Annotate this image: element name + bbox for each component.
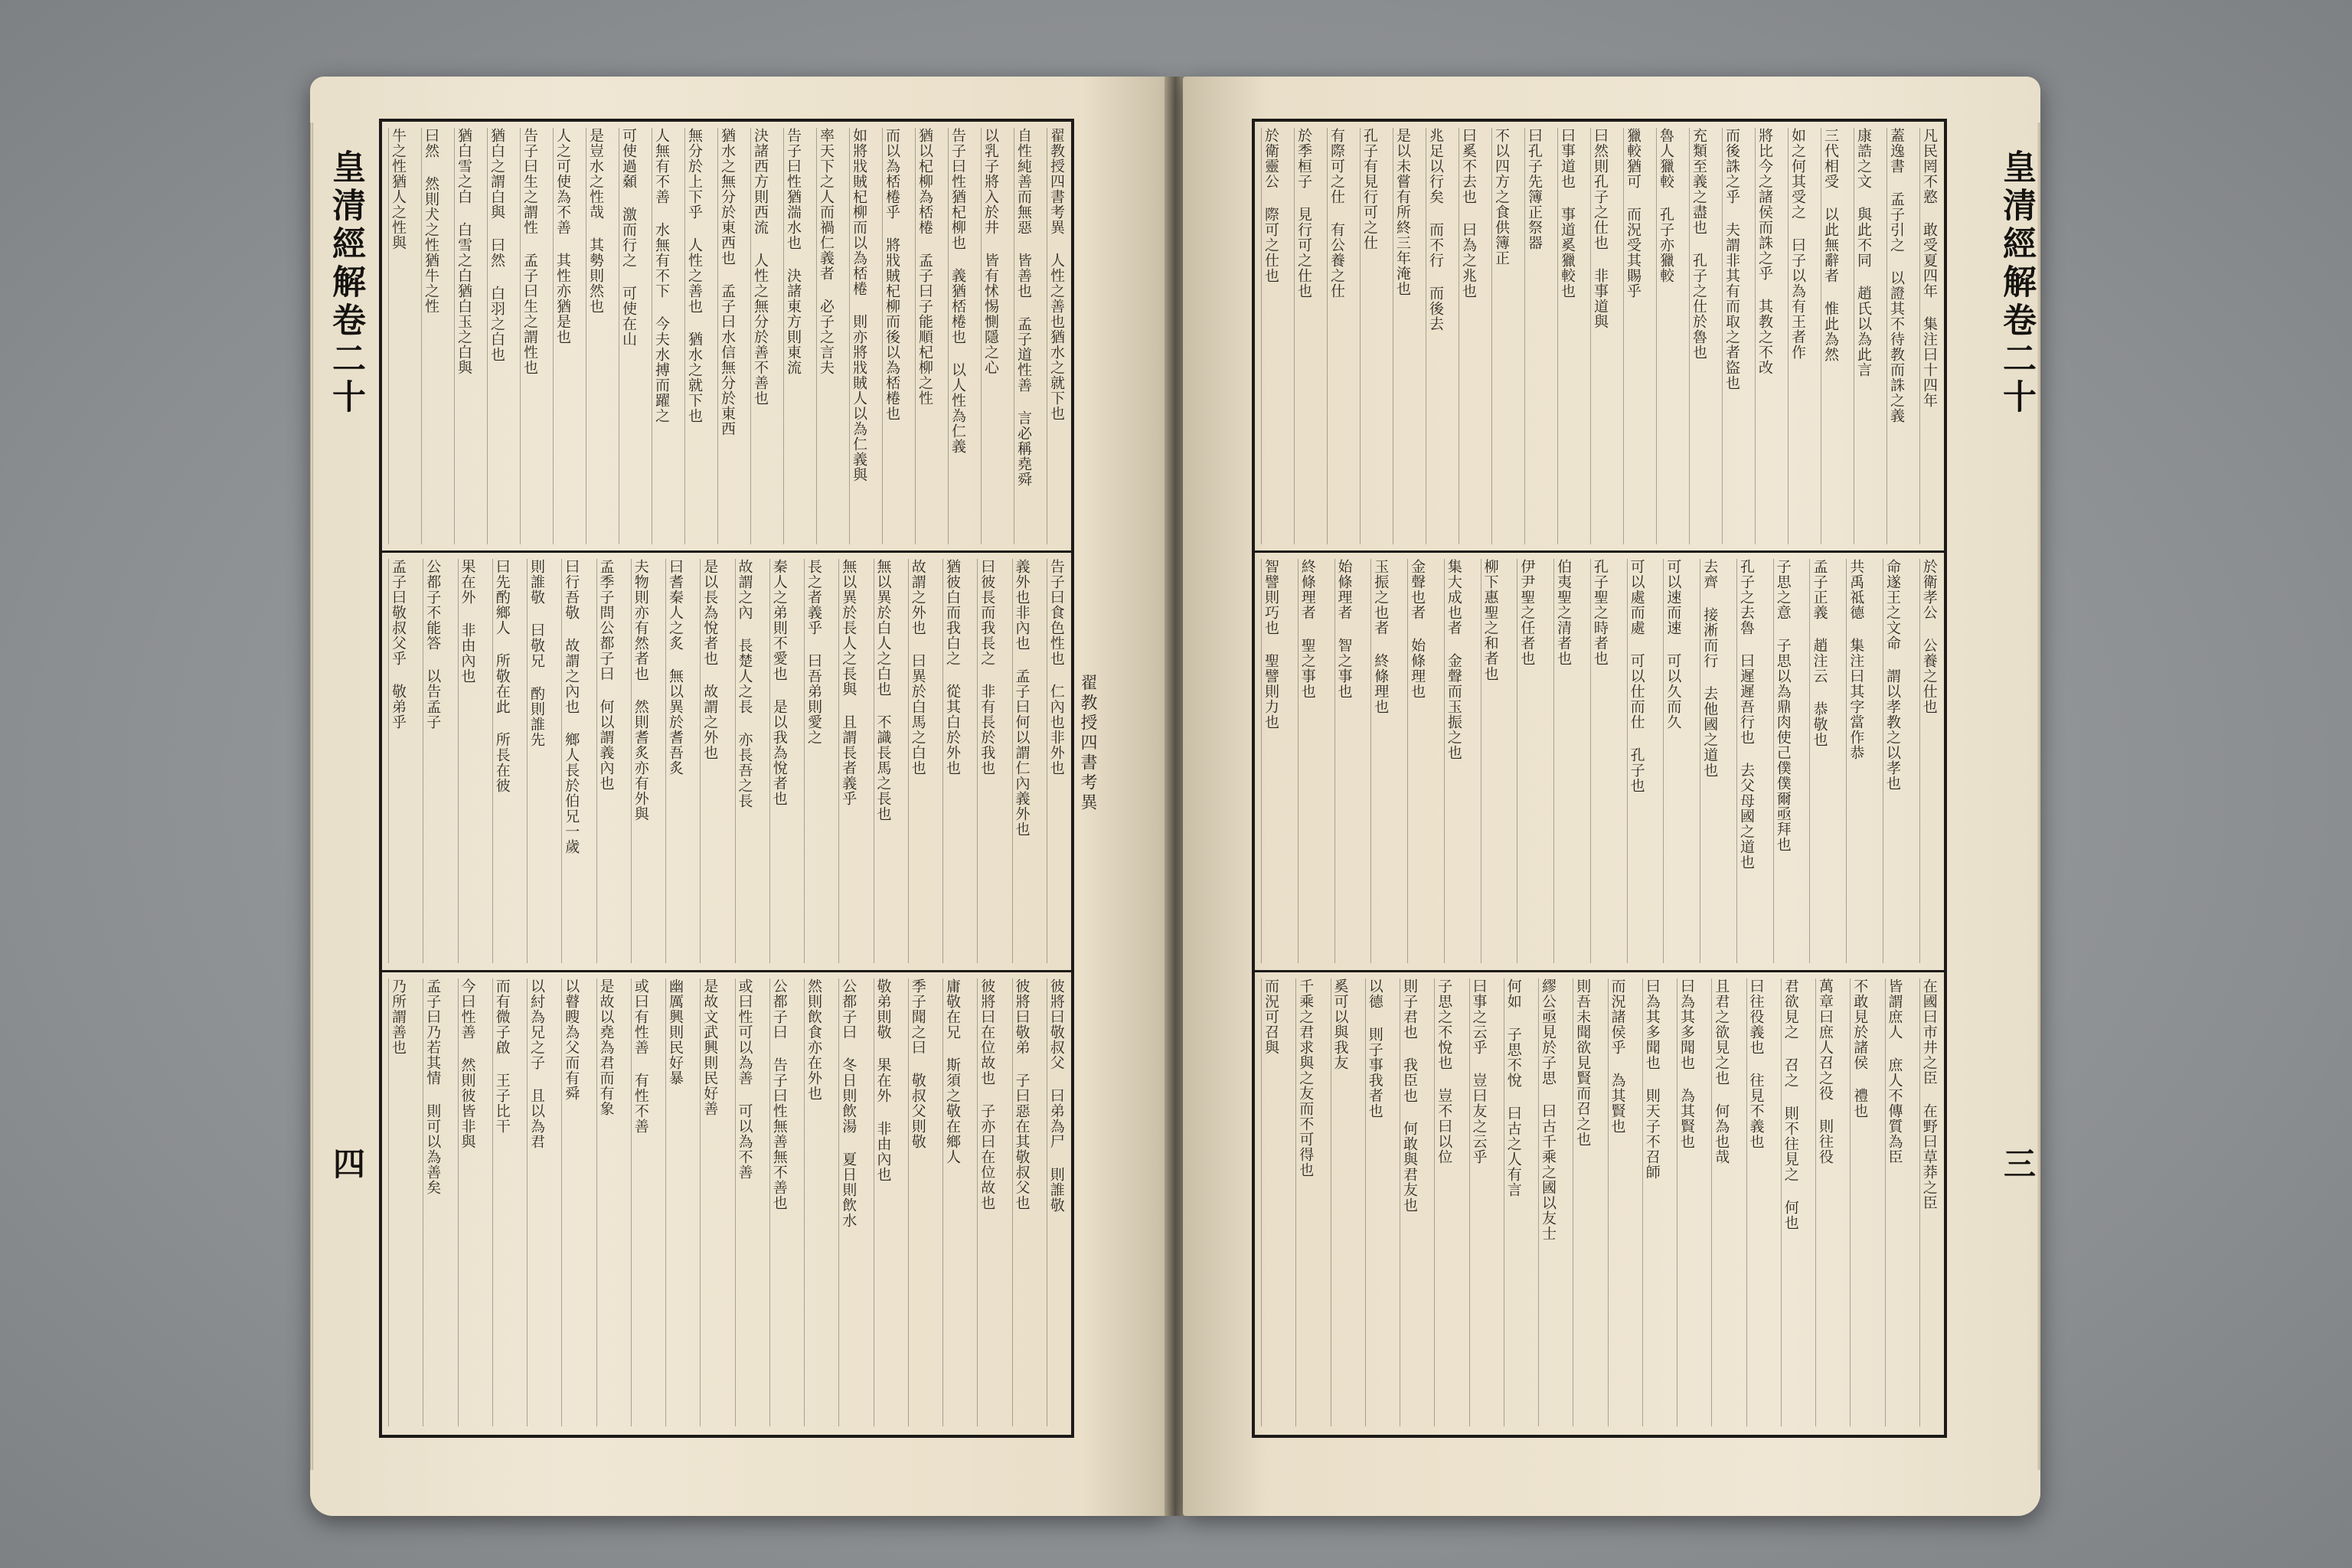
text-column: 自性純善而無惡 皆善也 孟子道性善 言必稱堯舜 (1014, 128, 1032, 544)
text-column: 曰然則孔子之仕也 非事道與 (1590, 128, 1609, 544)
text-column: 千乘之君求與之友而不可得也 (1295, 978, 1314, 1426)
text-column: 智譬則巧也 聖譬則力也 (1261, 559, 1279, 963)
text-column: 是故以堯為君而有象 (596, 978, 615, 1426)
text-column: 兆足以行矣 而不行 而後去 (1426, 128, 1444, 544)
text-column: 子思之意 子思以為鼎肉使己僕僕爾亟拜也 (1773, 559, 1792, 963)
text-column: 於衛孝公 公養之仕也 (1919, 559, 1938, 963)
text-column: 獵較猶可 而況受其賜乎 (1623, 128, 1642, 544)
text-column: 猶白之謂白與 曰然 白羽之白也 (487, 128, 505, 544)
text-column: 去齊 接淅而行 去他國之道也 (1700, 559, 1718, 963)
text-column: 或曰性可以為善 可以為不善 (735, 978, 753, 1426)
text-column: 曰往役義也 往見不義也 (1746, 978, 1765, 1426)
text-column: 猶以杞柳為桮棬 孟子曰子能順杞柳之性 (915, 128, 933, 544)
text-column: 公都子曰 告子曰性無善無不善也 (769, 978, 788, 1426)
text-column: 伊尹聖之任者也 (1517, 559, 1535, 963)
text-column: 繆公亟見於子思 曰古千乘之國以友士 (1538, 978, 1557, 1426)
right-running-title: 皇清經解卷二十 (1997, 149, 2036, 417)
text-column: 則誰敬 曰敬兄 酌則誰先 (527, 559, 545, 963)
text-column: 而以為桮棬乎 將戕賊杞柳而後以為桮棬也 (882, 128, 900, 544)
text-column: 曰先酌鄉人 所敬在此 所長在彼 (492, 559, 511, 963)
text-column: 在國曰市井之臣 在野曰草莽之臣 (1919, 978, 1938, 1426)
text-column: 今曰性善 然則彼皆非與 (458, 978, 476, 1426)
text-column: 率天下之人而禍仁義者 必子之言夫 (816, 128, 835, 544)
text-column: 公都子曰 冬日則飲湯 夏日則飲水 (838, 978, 857, 1426)
left-upper-columns (382, 128, 1071, 544)
text-column: 曰行吾敬 故謂之內也 鄉人長於伯兄一歲 (561, 559, 580, 963)
text-column: 不敢見於諸侯 禮也 (1850, 978, 1868, 1426)
text-column: 孔子之去魯 曰遲遲吾行也 去父母國之道也 (1736, 559, 1755, 963)
text-column: 如將戕賊杞柳而以為桮棬 則亦將戕賊人以為仁義與 (849, 128, 867, 544)
text-column: 曰孔子先簿正祭器 (1524, 128, 1543, 544)
text-column: 人無有不善 水無有不下 今夫水搏而躍之 (652, 128, 670, 544)
text-column: 玉振之也者 終條理也 (1370, 559, 1389, 963)
text-column: 曰耆秦人之炙 無以異於耆吾炙 (665, 559, 684, 963)
text-column: 可以處而處 可以仕而仕 孔子也 (1627, 559, 1645, 963)
right-middle-columns (1255, 559, 1944, 963)
text-column: 不以四方之食供簿正 (1491, 128, 1510, 544)
text-column: 而後誅之乎 夫謂非其有而取之者盜也 (1722, 128, 1740, 544)
text-column: 彼將曰敬弟 子曰惡在其敬叔父也 (1012, 978, 1031, 1426)
text-column: 皆謂庶人 庶人不傳質為臣 (1885, 978, 1903, 1426)
text-column: 或曰有性善 有性不善 (631, 978, 649, 1426)
left-lower-register (382, 972, 1071, 1432)
text-column: 萬章曰庶人召之役 則往役 (1815, 978, 1834, 1426)
text-column: 曰事之云乎 豈曰友之云乎 (1469, 978, 1488, 1426)
left-text-frame (379, 119, 1074, 1438)
text-column: 則子君也 我臣也 何敢與君友也 (1400, 978, 1418, 1426)
text-column: 三代相受 以此無辭者 惟此為然 (1821, 128, 1839, 544)
text-column: 長之者義乎 曰吾弟則愛之 (804, 559, 822, 963)
text-column: 乃所謂善也 (388, 978, 407, 1426)
text-column: 始條理者 智之事也 (1334, 559, 1353, 963)
text-column: 命遂王之文命 謂以孝教之以孝也 (1883, 559, 1901, 963)
open-book (310, 77, 2050, 1516)
text-column: 魯人獵較 孔子亦獵較 (1656, 128, 1674, 544)
left-running-title: 皇清經解卷二十 (326, 149, 365, 417)
text-column: 何如 子思不悅 曰古之人有言 (1504, 978, 1522, 1426)
text-column: 是以未嘗有所終三年淹也 (1393, 128, 1411, 544)
text-column: 告子曰生之謂性 孟子曰生之謂性也 (520, 128, 538, 544)
text-column: 季子聞之曰 敬叔父則敬 (908, 978, 926, 1426)
text-column: 則吾未聞欲見賢而召之也 (1573, 978, 1591, 1426)
text-column: 以瞽瞍為父而有舜 (561, 978, 580, 1426)
right-text-frame (1252, 119, 1947, 1438)
text-column: 彼將曰在位故也 子亦曰在位故也 (977, 978, 995, 1426)
text-column: 猶白雪之白 白雪之白猶白玉之白與 (454, 128, 472, 544)
text-column: 無以異於白人之白也 不識長馬之長也 (874, 559, 892, 963)
text-column: 以德 則子事我者也 (1365, 978, 1383, 1426)
text-column: 曰為其多聞也 為其賢也 (1677, 978, 1695, 1426)
text-column: 於衛靈公 際可之仕也 (1261, 128, 1279, 544)
text-column: 庸敬在兄 斯須之敬在鄉人 (942, 978, 961, 1426)
left-page-margin (318, 119, 366, 1432)
left-middle-register (382, 553, 1071, 972)
text-column: 秦人之弟則不愛也 是以我為悅者也 (769, 559, 788, 963)
text-column: 是以長為悅者也 故謂之外也 (700, 559, 718, 963)
text-column: 果在外 非由內也 (458, 559, 476, 963)
text-column: 子思之不悅也 豈不曰以位 (1434, 978, 1452, 1426)
text-column: 而有微子啟 王子比干 (492, 978, 511, 1426)
text-column: 告子曰食色性也 仁內也非外也 (1047, 559, 1065, 963)
text-column: 共禹祗德 集注曰其字當作恭 (1846, 559, 1864, 963)
text-column: 告子曰性猶湍水也 決諸東方則東流 (783, 128, 802, 544)
text-column: 孔子有見行可之仕 (1360, 128, 1378, 544)
right-page (1183, 77, 2040, 1516)
text-column: 充類至義之盡也 孔子之仕於魯也 (1689, 128, 1707, 544)
text-column: 凡民罔不憝 敢受夏四年 集注曰十四年 (1919, 128, 1938, 544)
text-column: 曰為其多聞也 則天子不召師 (1642, 978, 1661, 1426)
text-column: 猶彼白而我白之 從其白於外也 (942, 559, 961, 963)
text-column: 決諸西方則西流 人性之無分於善不善也 (750, 128, 769, 544)
text-column: 柳下惠聖之和者也 (1481, 559, 1499, 963)
text-column: 曰奚不去也 曰為之兆也 (1459, 128, 1477, 544)
right-middle-register (1255, 553, 1944, 972)
text-column: 終條理者 聖之事也 (1298, 559, 1316, 963)
text-column: 康誥之文 與此不同 趙氏以為此言 (1854, 128, 1872, 544)
text-column: 無分於上下乎 人性之善也 猶水之就下也 (684, 128, 703, 544)
text-column: 而況諸侯乎 為其賢也 (1608, 978, 1626, 1426)
text-column: 如之何其受之 曰子以為有王者作 (1788, 128, 1806, 544)
text-column: 以乳子將入於井 皆有怵惕惻隱之心 (981, 128, 999, 544)
text-column: 翟教授四書考異 人性之善也猶水之就下也 (1047, 128, 1065, 544)
text-column: 故謂之內 長楚人之長 亦長吾之長 (735, 559, 753, 963)
text-column: 是豈水之性哉 其勢則然也 (586, 128, 604, 544)
left-folio-number: 四 (328, 1147, 366, 1179)
right-page-margin (1988, 119, 2037, 1432)
text-column: 曰然 然則犬之性猶牛之性 (421, 128, 439, 544)
text-column: 金聲也者 始條理也 (1407, 559, 1426, 963)
text-column: 可以速而速 可以久而久 (1663, 559, 1681, 963)
text-column: 蓋逸書 孟子引之 以證其不待教而誅之義 (1886, 128, 1905, 544)
text-column: 孟子曰敬叔父乎 敬弟乎 (388, 559, 407, 963)
left-lower-columns (382, 978, 1071, 1426)
text-column: 曰彼長而我長之 非有長於我也 (977, 559, 995, 963)
right-lower-columns (1255, 978, 1944, 1426)
right-upper-register (1255, 122, 1944, 553)
left-upper-register (382, 122, 1071, 553)
text-column: 於季桓子 見行可之仕也 (1294, 128, 1312, 544)
text-column: 夫物則亦有然者也 然則耆炙亦有外與 (631, 559, 649, 963)
text-column: 敬弟則敬 果在外 非由內也 (874, 978, 892, 1426)
text-column: 故謂之外也 曰異於白馬之白也 (908, 559, 926, 963)
text-column: 可使過顙 激而行之 可使在山 (619, 128, 637, 544)
left-page-edges (310, 122, 313, 1470)
right-folio-number: 三 (1999, 1147, 2037, 1179)
text-column: 曰事道也 事道奚獵較也 (1557, 128, 1576, 544)
text-column: 無以異於長人之長與 且謂長者義乎 (838, 559, 857, 963)
text-column: 牛之性猶人之性與 (388, 128, 407, 544)
left-middle-columns (382, 559, 1071, 963)
text-column: 孟子正義 趙注云 恭敬也 (1809, 559, 1828, 963)
right-upper-columns (1255, 128, 1944, 544)
text-column: 君欲見之 召之 則不往見之 何也 (1781, 978, 1799, 1426)
text-column: 有際可之仕 有公養之仕 (1327, 128, 1345, 544)
text-column: 彼將曰敬叔父 曰弟為尸 則誰敬 (1047, 978, 1065, 1426)
text-column: 孟季子問公都子曰 何以謂義內也 (596, 559, 615, 963)
left-proof-label: 翟教授四書考異 (1078, 674, 1097, 813)
text-column: 猶水之無分於東西也 孟子曰水信無分於東西 (717, 128, 736, 544)
text-column: 義外也非內也 孟子曰何以謂仁內義外也 (1012, 559, 1031, 963)
text-column: 幽厲興則民好暴 (665, 978, 684, 1426)
text-column: 是故文武興則民好善 (700, 978, 718, 1426)
text-column: 以紂為兄之子 且以為君 (527, 978, 545, 1426)
text-column: 孔子聖之時者也 (1590, 559, 1609, 963)
left-page (310, 77, 1168, 1516)
text-column: 然則飲食亦在外也 (804, 978, 822, 1426)
right-lower-register (1255, 972, 1944, 1432)
text-column: 孟子曰乃若其情 則可以為善矣 (423, 978, 441, 1426)
text-column: 公都子不能答 以告孟子 (423, 559, 441, 963)
text-column: 集大成也者 金聲而玉振之也 (1444, 559, 1462, 963)
text-column: 告子曰性猶杞柳也 義猶桮棬也 以人性為仁義 (948, 128, 966, 544)
text-column: 而況可召與 (1261, 978, 1279, 1426)
text-column: 且君之欲見之也 何為也哉 (1711, 978, 1730, 1426)
text-column: 伯夷聖之清者也 (1553, 559, 1572, 963)
text-column: 人之可使為不善 其性亦猶是也 (553, 128, 571, 544)
text-column: 將比今之諸侯而誅之乎 其教之不改 (1755, 128, 1773, 544)
text-column: 奚可以與我友 (1331, 978, 1349, 1426)
